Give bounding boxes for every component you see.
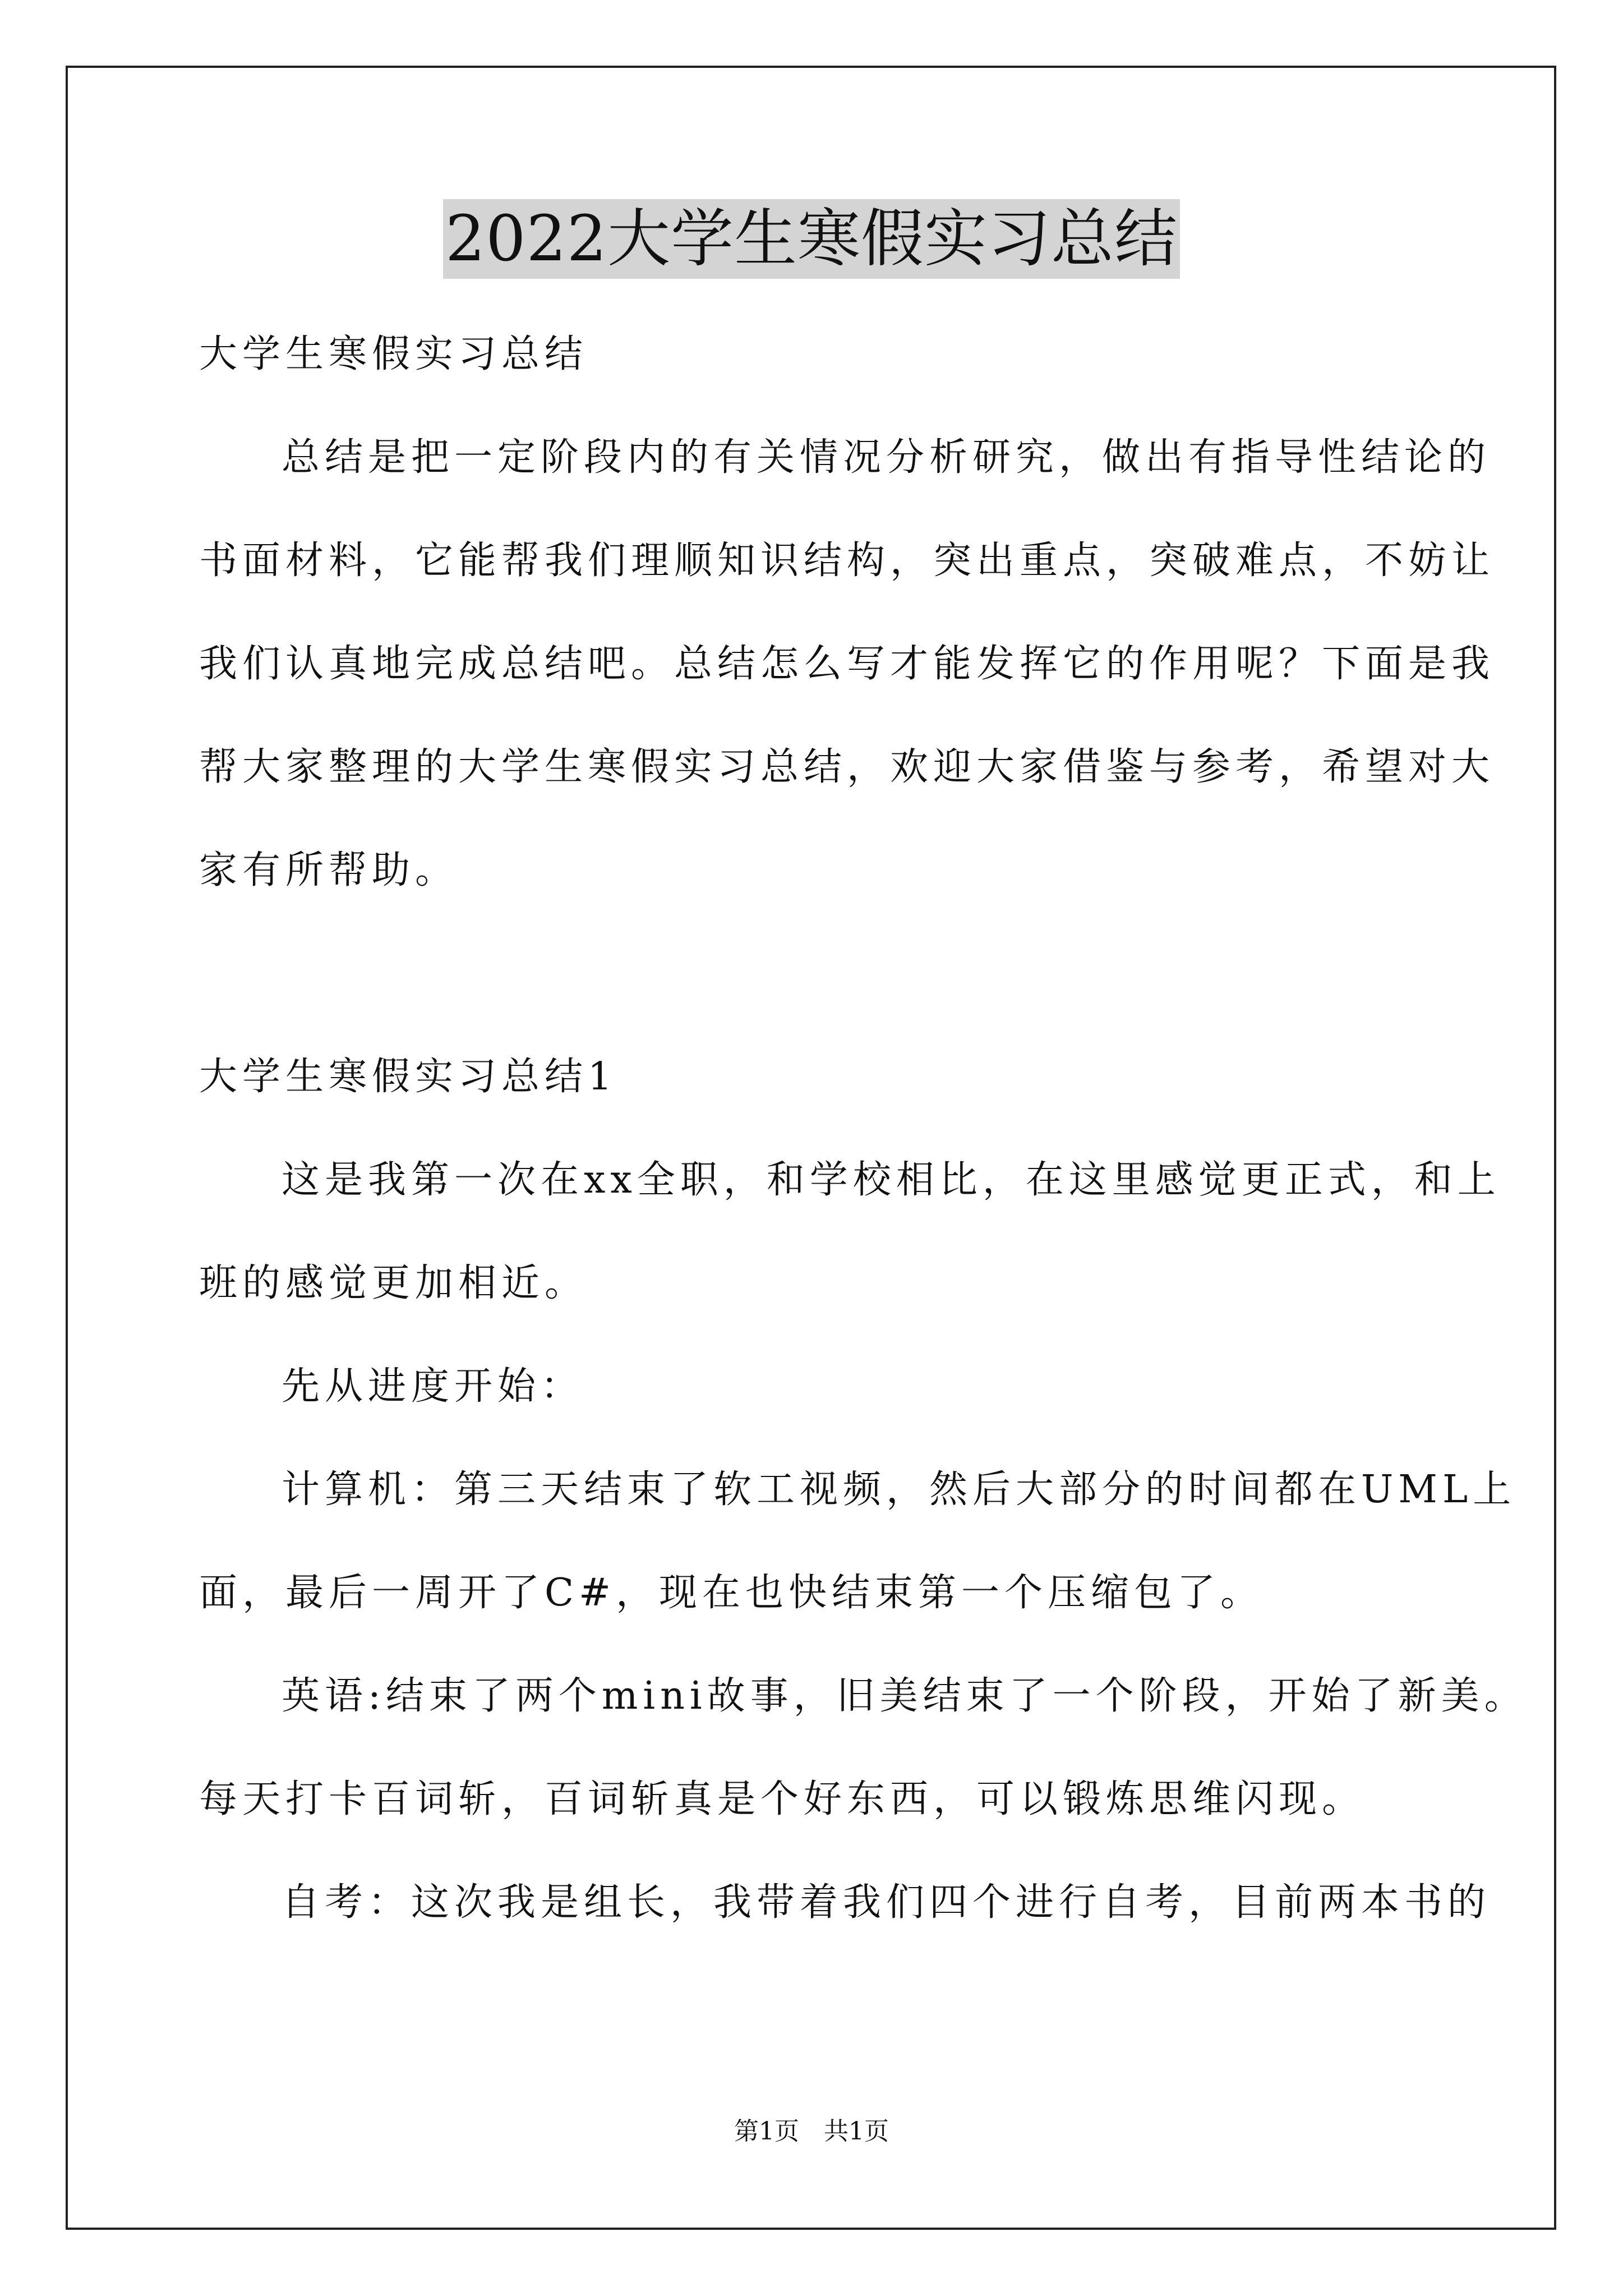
paragraph-line: 每天打卡百词斩，百词斩真是个好东西，可以锻炼思维闪现。 — [199, 1777, 1366, 1821]
title-wrap — [0, 199, 1623, 279]
intro-heading: 大学生寒假实习总结 — [199, 332, 588, 376]
paragraph-line: 英语:结束了两个mini故事，旧美结束了一个阶段，开始了新美。 — [282, 1674, 1528, 1718]
document-title: 2022大学生寒假实习总结 — [443, 199, 1180, 279]
paragraph-line: 我们认真地完成总结吧。总结怎么写才能发挥它的作用呢？下面是我 — [199, 642, 1495, 686]
document-body — [199, 303, 1528, 1954]
paragraph-line: 先从进度开始： — [282, 1364, 584, 1409]
paragraph-line: 总结是把一定阶段内的有关情况分析研究，做出有指导性结论的 — [282, 435, 1491, 480]
paragraph-line: 帮大家整理的大学生寒假实习总结，欢迎大家借鉴与参考，希望对大 — [199, 745, 1495, 789]
paragraph-line: 家有所帮助。 — [199, 848, 459, 892]
paragraph-line: 计算机：第三天结束了软工视频，然后大部分的时间都在UML上 — [282, 1467, 1516, 1512]
paragraph-line: 自考：这次我是组长，我带着我们四个进行自考，目前两本书的 — [282, 1880, 1491, 1925]
page-footer: 第1页 共1页 — [734, 2117, 889, 2146]
paragraph-line: 班的感觉更加相近。 — [199, 1261, 588, 1305]
section-heading: 大学生寒假实习总结1 — [199, 1055, 617, 1099]
paragraph-line: 书面材料，它能帮我们理顺知识结构，突出重点，突破难点，不妨让 — [199, 539, 1495, 583]
blank-line — [199, 922, 1433, 1025]
paragraph-line: 这是我第一次在xx全职，和学校相比，在这里感觉更正式，和上 — [282, 1158, 1501, 1202]
paragraph-line: 面，最后一周开了C#，现在也快结束第一个压缩包了。 — [199, 1571, 1264, 1615]
